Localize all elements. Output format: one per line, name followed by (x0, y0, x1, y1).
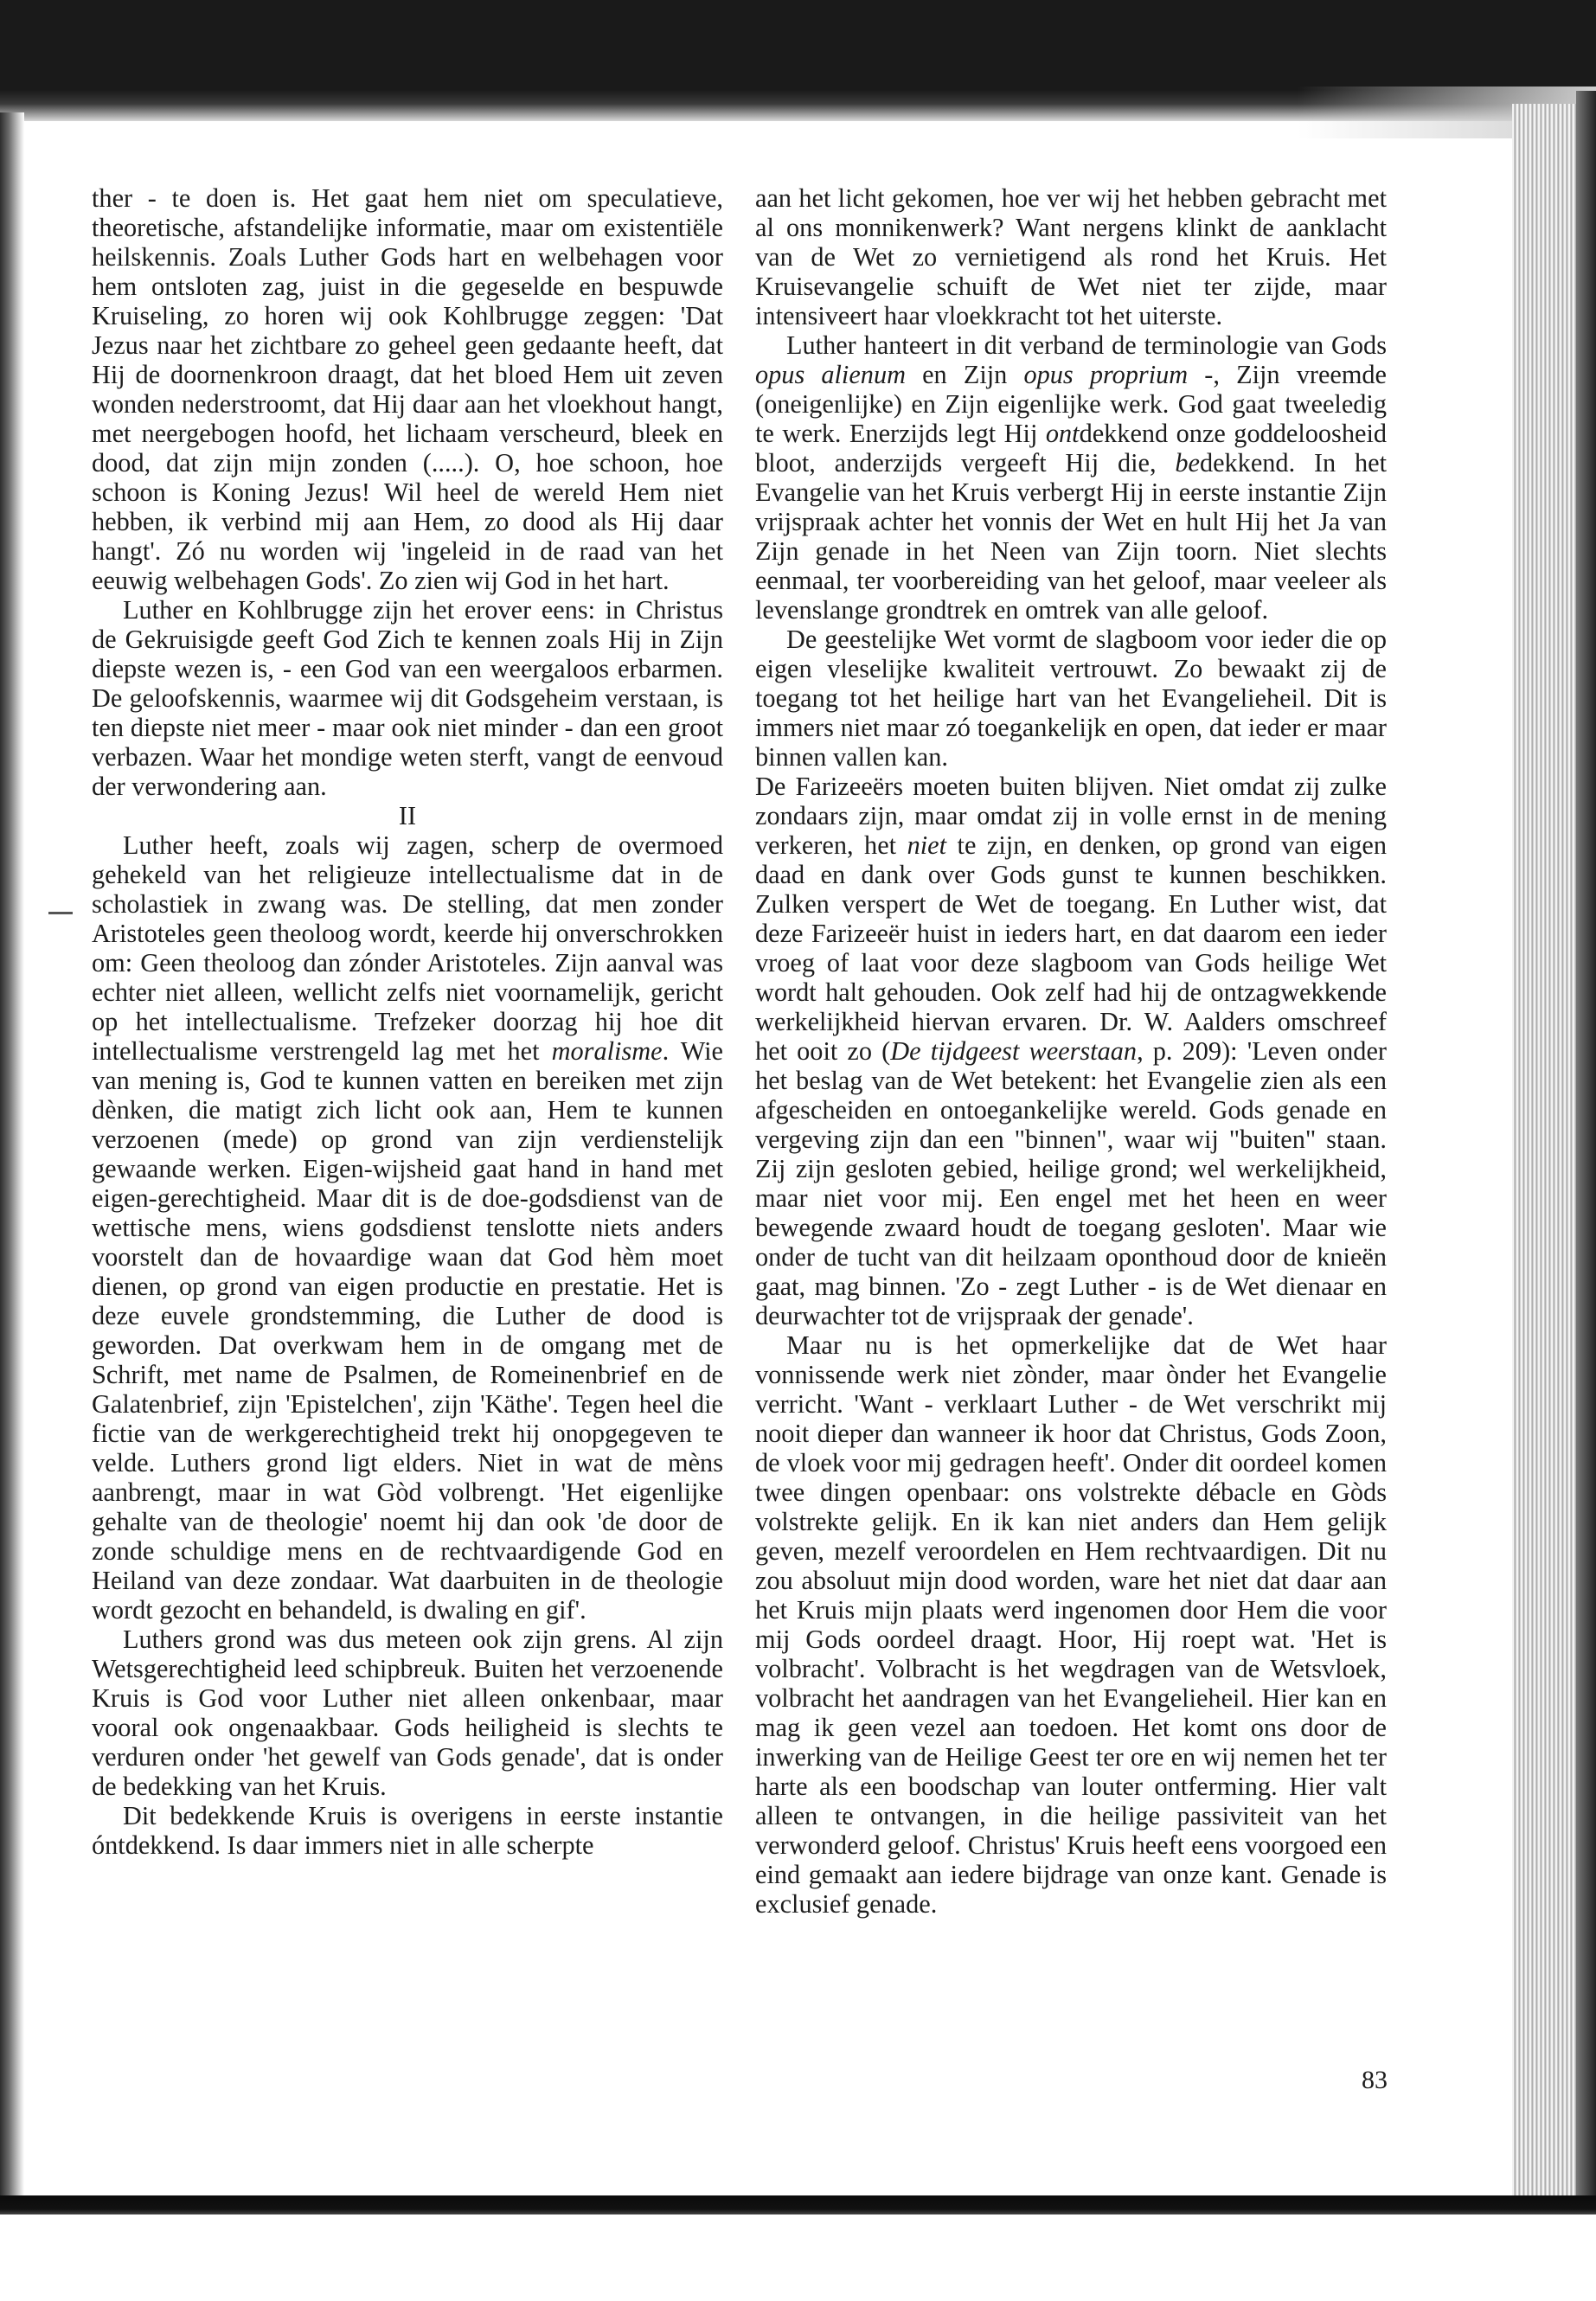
emphasis: niet (907, 830, 947, 860)
emphasis: be (1175, 448, 1200, 478)
paragraph-text: dekkend onze goddeloosheid bloot, anderzijds vergeeft Hij die, (755, 419, 1388, 478)
scan-border-left (0, 112, 24, 2197)
section-heading: II (398, 801, 417, 830)
paragraph-text: . Wie van mening is, God te kunnen vatten en bereiken met zijn dènken, die matigt zich licht ook aan, Hem te kunnen verzoenen (mede) op grond van zijn verdienstelijk gewaande werken. Eigen-wijsheid gaat hand in hand met eigen-gerechtigheid. Maar dit is de doe-godsdienst van de wettische mens, wiens godsdienst tenslotte niets anders voorstelt dan de hovaardige waan dat God hèm moet dienen, op grond van eigen productie en prestatie. Het is deze euvele grondstemming, die Luther de dood is geworden. Dat overkwam hem in de omgang met de Schrift, met name de Psalmen, de Romeinenbrief en de Galatenbrief, zijn 'Epistelchen', zijn 'Käthe'. Tegen heel die fictie van de werkgerechtigheid trekt hij onopgegeven te velde. Luthers grond ligt elders. Niet in wat de mèns aanbrengt, maar in wat Gòd volbrengt. 'Het eigenlijke gehalte van de theologie' noemt hij dan ook 'de door de zonde schuldige mens en de rechtvaardigende God en Heiland van deze zondaar. Wat daarbuiten in de theologie wordt gezocht en behandeld, is dwaling en gif'. (92, 1036, 723, 1625)
paragraph: Luther en Kohlbrugge zijn het erover eens: in Christus de Gekruisigde geeft God Zich te kennen zoals Hij in Zijn diepste wezen is, - een God van een weergaloos erbarmen. De geloofskennis, waarmee wij dit Godsgeheim verstaan, is ten diepste niet meer - maar ook niet minder - dan een groot verbazen. Waar het mondige weten sterft, vangt de eenvoud der verwondering aan. (92, 595, 723, 801)
page-number: 83 (1362, 2066, 1388, 2094)
paragraph-text: en Zijn (905, 360, 1024, 389)
paragraph-text: dekkend. In het Evangelie van het Kruis verbergt Hij in eerste instantie Zijn vrijspraak achter het vonnis der Wet en hult Hij het Ja van Zijn genade in het Neen van Zijn toorn. Niet slechts eenmaal, ter voorbereiding van het geloof, maar veeleer als levenslange grondtrek en omtrek van alle geloof. (755, 448, 1387, 625)
scan-border-bottom (0, 2195, 1596, 2214)
emphasis: moralisme (551, 1036, 663, 1066)
paragraph-text: -, Zijn vreemde (oneigenlijke) en Zijn eigenlijke werk. God gaat tweeledig te werk. Enerzijds legt Hij (755, 360, 1387, 448)
left-column (92, 183, 723, 1860)
margin-mark (48, 912, 73, 914)
emphasis: opus alienum (755, 360, 906, 389)
paragraph-text: te zijn, en denken, op grond van eigen daad en dank over Gods gunst te kunnen beschikken. Zulken verspert de Wet de toegang. En Luther wist, dat deze Farizeeër huist in ieders hart, en dat daarom een ieder vroeg of laat voor deze slagboom van Gods heilige Wet wordt halt gehouden. Ook zelf had hij de ontzagwekkende werkelijkheid hiervan ervaren. Dr. W. Aalders omschreef het ooit zo ( (755, 830, 1387, 1066)
paragraph: ther - te doen is. Het gaat hem niet om speculatieve, theoretische, afstandelijke informatie, maar om existentiële heilskennis. Zoals Luther Gods hart en welbehagen voor hem ontsloten zag, juist in die gegeselde en bespuwde Kruiseling, zo horen wij ook Kohlbrugge zeggen: 'Dat Jezus naar het zichtbare zo geheel geen gedaante heeft, dat Hij de doornenkroon draagt, dat het bloed Hem uit zeven wonden nederstroomt, dat Hij daar aan het vloekhout hangt, met neergebogen hoofd, het lichaam verscheurd, bleek en dood, dat zijn mijn zonden (.....). O, hoe schoon, hoe schoon is Koning Jezus! Wil heel de wereld Hem niet hebben, ik verbind mij aan Hem, zo dood als Hij daar hangt'. Zó nu worden wij 'ingeleid in de raad van het eeuwig welbehagen Gods'. Zo zien wij God in het hart. (92, 183, 723, 595)
paragraph-text: De Farizeeërs moeten buiten blijven. Niet omdat zij zulke zondaars zijn, maar omdat zij in volle ernst in de mening verkeren, het (755, 772, 1387, 860)
paragraph: Luthers grond was dus meteen ook zijn grens. Al zijn Wetsgerechtigheid leed schipbreuk. Buiten het verzoenende Kruis is God voor Luther niet alleen onkenbaar, maar vooral ook ongenaakbaar. Gods heiligheid is slechts te verduren onder 'het gewelf van Gods genade', dat is onder de bedekking van het Kruis. (92, 1625, 723, 1801)
paragraph: De geestelijke Wet vormt de slagboom voor ieder die op eigen vleselijke kwaliteit vertrouwt. Zo bewaakt zij de toegang tot het heilige hart van het Evangelieheil. Dit is immers niet maar zó toegankelijk en open, dat ieder er maar binnen vallen kan. (755, 625, 1387, 772)
emphasis: ont (1045, 419, 1080, 448)
paragraph (92, 830, 723, 1625)
emphasis: opus proprium (1023, 360, 1189, 389)
paragraph-text: , p. 209): 'Leven onder het beslag van de Wet betekent: het Evangelie zien als een afgescheiden en ontoegankelijke wereld. Gods genade en vergeving zijn dan een "binnen", waar wij "buiten" staan. Zij zijn gesloten gebied, heilige grond; wel werkelijkheid, maar niet voor mij. Een engel met het heen en weer bewegende zwaard houdt de toegang gesloten'. Maar wie onder de tucht van dit heilzaam oponthoud door de knieën gaat, mag binnen. 'Zo - zegt Luther - is de Wet dienaar en deurwachter tot de vrijspraak der genade'. (755, 1036, 1387, 1330)
paragraph: Maar nu is het opmerkelijke dat de Wet haar vonnissende werk niet zònder, maar ònder het Evangelie verricht. 'Want - verklaart Luther - de Wet verschrikt mij nooit dieper dan wanneer ik hoor dat Christus, Gods Zoon, de vloek voor mij gedragen heeft'. Onder dit oordeel komen twee dingen openbaar: ons volstrekte débacle en Gòds volstrekte gelijk. En ik kan niet anders dan Hem gelijk geven, mezelf veroordelen en Hem rechtvaardigen. Dit nu zou absoluut mijn dood worden, ware het niet dat daar aan het Kruis mijn plaats werd ingenomen door Hem die voor mij Gods oordeel draagt. Hoor, Hij roept wat. 'Het is volbracht'. Volbracht is het wegdragen van de Wetsvloek, volbracht het aandragen van het Evangelieheil. Hier kan en mag ik geen vezel aan toedoen. Het komt ons door de inwerking van de Heilige Geest ter ore en wij nemen het ter harte als een boodschap van louter ontferming. Hier valt alleen te ontvangen, in die heilige passiviteit van het verwonderd geloof. Christus' Kruis heeft eens voorgoed een eind gemaakt aan iedere bijdrage van onze kant. Genade is exclusief genade. (755, 1330, 1387, 1919)
paragraph-text: Luther heeft, zoals wij zagen, scherp de overmoed gehekeld van het religieuze intellectualisme dat in de scholastiek in zwang was. De stelling, dat men zonder Aristoteles geen theoloog wordt, keerde hij onverschrokken om: Geen theoloog dan zónder Aristoteles. Zijn aanval was echter niet alleen, wellicht zelfs niet voornamelijk, gericht op het intellectualisme. Trefzeker doorzag hij hoe dit intellectualisme verstrengeld lag met het (92, 830, 723, 1066)
right-column (755, 183, 1387, 1919)
paragraph: aan het licht gekomen, hoe ver wij het hebben gebracht met al ons monnikenwerk? Want nergens klinkt de aanklacht van de Wet zo vernietigend als rond het Kruis. Het Kruisevangelie schuift de Wet niet ter zijde, maar intensiveert haar vloekkracht tot het uiterste. (755, 183, 1387, 330)
paragraph (755, 772, 1387, 1330)
paragraph-text: Luther hanteert in dit verband de terminologie van Gods (786, 330, 1387, 360)
paragraph: Dit bedekkende Kruis is overigens in eerste instantie óntdekkend. Is daar immers niet in alle scherpte (92, 1801, 723, 1860)
paragraph (755, 330, 1387, 625)
book-spine-shadow (1576, 91, 1596, 2202)
emphasis: De tijdgeest weerstaan (890, 1036, 1138, 1066)
